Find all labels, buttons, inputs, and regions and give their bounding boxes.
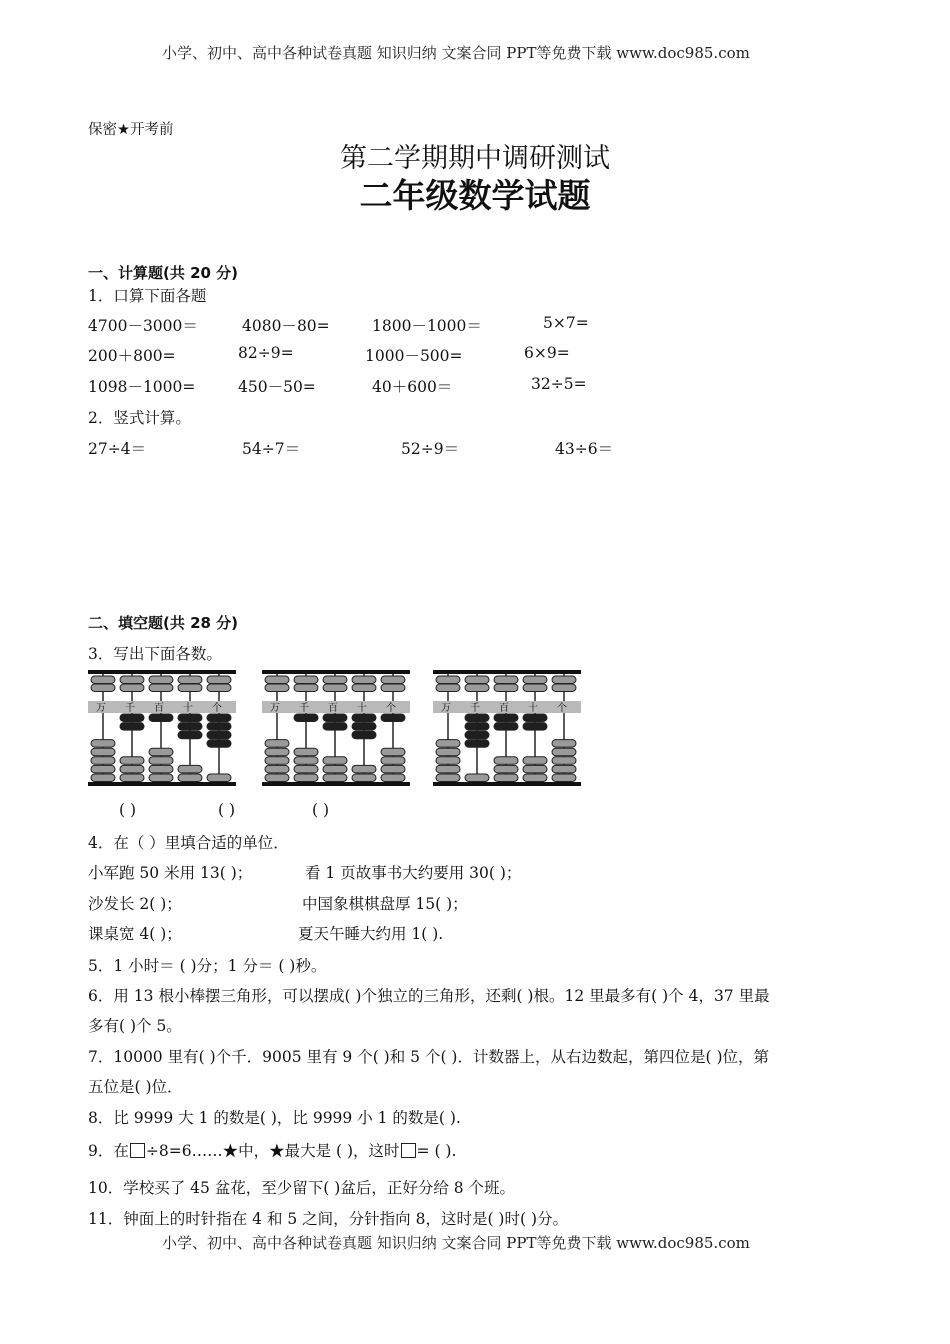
abacus-frame-bottom bbox=[88, 782, 236, 786]
vertical-item: 27÷4＝ bbox=[88, 440, 147, 458]
abacus-counted-bead bbox=[465, 731, 489, 739]
abacus-upper-bead bbox=[149, 684, 173, 692]
abacus-counted-bead bbox=[323, 723, 347, 731]
abacus-upper-bead bbox=[436, 676, 460, 684]
q9 bbox=[88, 1139, 456, 1161]
abacus-lower-bead bbox=[494, 757, 518, 765]
abacus-counted-bead bbox=[149, 714, 173, 722]
oral-item: 1800－1000＝ bbox=[372, 317, 482, 335]
q11: 11．钟面上的时针指在 4 和 5 之间，分针指向 8，这时是( )时( )分。 bbox=[88, 1210, 568, 1228]
abacus-lower-bead bbox=[294, 748, 318, 756]
q5: 5．1 小时＝ ( )分；1 分＝ ( )秒。 bbox=[88, 957, 327, 975]
vertical-item: 54÷7＝ bbox=[242, 440, 301, 458]
abacus-lower-bead bbox=[552, 740, 576, 748]
abacus-lower-bead bbox=[323, 765, 347, 773]
abacus-lower-bead bbox=[294, 765, 318, 773]
abacus-counted-bead bbox=[465, 723, 489, 731]
abacus-lower-bead bbox=[323, 774, 347, 782]
abacus-upper-bead bbox=[494, 676, 518, 684]
q9-text-c: = ( ). bbox=[416, 1142, 457, 1160]
abacus-counted-bead bbox=[465, 740, 489, 748]
abacus-lower-bead bbox=[294, 774, 318, 782]
q4-item: 看 1 页故事书大约要用 30( )； bbox=[305, 864, 522, 882]
q2-label: 2．竖式计算。 bbox=[88, 409, 191, 427]
q9-text-b: ÷8=6……★中，★最大是 ( )，这时 bbox=[145, 1142, 400, 1160]
vertical-item: 52÷9＝ bbox=[401, 440, 460, 458]
abacus-upper-bead bbox=[523, 684, 547, 692]
oral-item: 4080－80= bbox=[242, 317, 330, 335]
abacus-upper-bead bbox=[552, 684, 576, 692]
abacus-lower-bead bbox=[381, 757, 405, 765]
abacus-upper-bead bbox=[91, 684, 115, 692]
page-header: 小学、初中、高中各种试卷真题 知识归纳 文案合同 PPT等免费下载 www.doc985.com bbox=[162, 44, 750, 62]
abacus-lower-bead bbox=[494, 774, 518, 782]
abacus-place-label: 万 bbox=[270, 703, 280, 714]
abacus-upper-bead bbox=[91, 676, 115, 684]
section2-heading: 二、填空题(共 28 分) bbox=[88, 614, 239, 632]
q4-item: 沙发长 2( )； bbox=[88, 895, 182, 913]
abacus-upper-bead bbox=[552, 676, 576, 684]
abacus-counted-bead bbox=[465, 714, 489, 722]
abacus-lower-bead bbox=[120, 757, 144, 765]
abacus-lower-bead bbox=[120, 774, 144, 782]
abacus-lower-bead bbox=[352, 765, 376, 773]
q4-item: 夏天午睡大约用 1( ). bbox=[298, 925, 444, 943]
abacus-place-label: 千 bbox=[299, 703, 309, 714]
abacus-answer-blank: ( ) bbox=[218, 801, 236, 819]
abacus-answer-blank: ( ) bbox=[312, 801, 330, 819]
abacus-lower-bead bbox=[552, 765, 576, 773]
exam-subtitle: 第二学期期中调研测试 bbox=[340, 143, 610, 174]
abacus-frame-top bbox=[262, 670, 410, 674]
abacus-counted-bead bbox=[120, 714, 144, 722]
abacus-lower-bead bbox=[265, 765, 289, 773]
oral-item: 1000－500= bbox=[365, 347, 463, 365]
abacus-upper-bead bbox=[120, 684, 144, 692]
abacus-upper-bead bbox=[149, 676, 173, 684]
q10: 10．学校买了 45 盆花，至少留下( )盆后，正好分给 8 个班。 bbox=[88, 1179, 516, 1197]
abacus-svg bbox=[88, 670, 236, 786]
abacus-upper-bead bbox=[294, 676, 318, 684]
oral-item: 5×7= bbox=[543, 314, 589, 332]
abacus-counted-bead bbox=[178, 714, 202, 722]
abacus-lower-bead bbox=[523, 765, 547, 773]
abacus-lower-bead bbox=[91, 740, 115, 748]
abacus-place-label: 百 bbox=[499, 703, 509, 714]
oral-item: 200＋800= bbox=[88, 347, 176, 365]
abacus-lower-bead bbox=[436, 748, 460, 756]
q8: 8．比 9999 大 1 的数是( )，比 9999 小 1 的数是( ). bbox=[88, 1109, 461, 1127]
abacus-counted-bead bbox=[381, 714, 405, 722]
abacus-upper-bead bbox=[294, 684, 318, 692]
abacus-lower-bead bbox=[352, 774, 376, 782]
abacus-lower-bead bbox=[91, 757, 115, 765]
abacus-lower-bead bbox=[207, 774, 231, 782]
abacus-upper-bead bbox=[465, 676, 489, 684]
abacus-counted-bead bbox=[207, 740, 231, 748]
abacus-figure bbox=[262, 670, 410, 786]
abacus-frame-top bbox=[433, 670, 581, 674]
abacus-upper-bead bbox=[207, 684, 231, 692]
abacus-lower-bead bbox=[265, 740, 289, 748]
abacus-lower-bead bbox=[552, 774, 576, 782]
oral-item: 6×9= bbox=[524, 344, 570, 362]
abacus-place-label: 十 bbox=[357, 703, 367, 714]
abacus-lower-bead bbox=[91, 774, 115, 782]
oral-item: 32÷5= bbox=[531, 375, 587, 393]
abacus-lower-bead bbox=[149, 748, 173, 756]
q4-item: 小军跑 50 米用 13( )； bbox=[88, 864, 253, 882]
abacus-lower-bead bbox=[523, 774, 547, 782]
abacus-counted-bead bbox=[207, 731, 231, 739]
abacus-place-label: 个 bbox=[212, 703, 222, 714]
abacus-lower-bead bbox=[91, 765, 115, 773]
abacus-upper-bead bbox=[120, 676, 144, 684]
abacus-svg bbox=[262, 670, 410, 786]
abacus-counted-bead bbox=[494, 714, 518, 722]
abacus-place-label: 千 bbox=[125, 703, 135, 714]
abacus-frame-bottom bbox=[262, 782, 410, 786]
abacus-lower-bead bbox=[265, 757, 289, 765]
secret-mark: 保密★开考前 bbox=[88, 122, 174, 138]
abacus-lower-bead bbox=[178, 774, 202, 782]
q1-label: 1．口算下面各题 bbox=[88, 287, 207, 305]
abacus-upper-bead bbox=[352, 676, 376, 684]
q3-label: 3．写出下面各数。 bbox=[88, 645, 222, 663]
abacus-place-label: 个 bbox=[557, 703, 567, 714]
abacus-upper-bead bbox=[207, 676, 231, 684]
abacus-counted-bead bbox=[178, 731, 202, 739]
abacus-upper-bead bbox=[352, 684, 376, 692]
abacus-lower-bead bbox=[465, 774, 489, 782]
q7-line1: 7．10000 里有( )个千．9005 里有 9 个( )和 5 个( )．计数器上，从右边数起，第四位是( )位，第 bbox=[88, 1048, 769, 1066]
abacus-counted-bead bbox=[352, 723, 376, 731]
abacus-figure bbox=[433, 670, 581, 786]
abacus-answer-blank: ( ) bbox=[119, 801, 137, 819]
abacus-lower-bead bbox=[523, 757, 547, 765]
abacus-upper-bead bbox=[381, 684, 405, 692]
vertical-item: 43÷6＝ bbox=[555, 440, 614, 458]
abacus-counted-bead bbox=[294, 714, 318, 722]
q6-line2: 多有( )个 5。 bbox=[88, 1017, 182, 1035]
exam-title: 二年级数学试题 bbox=[359, 176, 591, 215]
abacus-upper-bead bbox=[323, 684, 347, 692]
abacus-lower-bead bbox=[381, 765, 405, 773]
abacus-lower-bead bbox=[91, 748, 115, 756]
abacus-lower-bead bbox=[436, 774, 460, 782]
abacus-upper-bead bbox=[265, 684, 289, 692]
abacus-counted-bead bbox=[523, 714, 547, 722]
abacus-place-label: 个 bbox=[386, 703, 396, 714]
abacus-upper-bead bbox=[436, 684, 460, 692]
abacus-place-label: 万 bbox=[96, 703, 106, 714]
oral-item: 4700－3000＝ bbox=[88, 317, 198, 335]
abacus-place-label: 百 bbox=[328, 703, 338, 714]
page-footer: 小学、初中、高中各种试卷真题 知识归纳 文案合同 PPT等免费下载 www.doc985.com bbox=[162, 1234, 750, 1252]
q4-label: 4．在（ ）里填合适的单位． bbox=[88, 834, 289, 852]
abacus-upper-bead bbox=[265, 676, 289, 684]
abacus-frame-bottom bbox=[433, 782, 581, 786]
abacus-lower-bead bbox=[494, 765, 518, 773]
abacus-lower-bead bbox=[149, 757, 173, 765]
abacus-counted-bead bbox=[352, 714, 376, 722]
q6-line1: 6．用 13 根小棒摆三角形，可以摆成( )个独立的三角形，还剩( )根。12 里最多有( )个 4，37 里最 bbox=[88, 987, 770, 1005]
abacus-counted-bead bbox=[207, 714, 231, 722]
abacus-place-label: 十 bbox=[528, 703, 538, 714]
abacus-lower-bead bbox=[120, 765, 144, 773]
abacus-svg bbox=[433, 670, 581, 786]
oral-item: 1098－1000= bbox=[88, 378, 196, 396]
abacus-counted-bead bbox=[178, 723, 202, 731]
q9-text-a: 9．在 bbox=[88, 1142, 129, 1160]
section1-heading: 一、计算题(共 20 分) bbox=[88, 264, 239, 282]
abacus-lower-bead bbox=[552, 748, 576, 756]
abacus-counted-bead bbox=[494, 723, 518, 731]
q4-item: 中国象棋棋盘厚 15( )； bbox=[302, 895, 468, 913]
abacus-lower-bead bbox=[323, 757, 347, 765]
abacus-figure bbox=[88, 670, 236, 786]
abacus-lower-bead bbox=[149, 774, 173, 782]
abacus-lower-bead bbox=[552, 757, 576, 765]
abacus-lower-bead bbox=[436, 740, 460, 748]
abacus-lower-bead bbox=[381, 748, 405, 756]
abacus-upper-bead bbox=[178, 676, 202, 684]
abacus-counted-bead bbox=[120, 723, 144, 731]
abacus-place-label: 十 bbox=[183, 703, 193, 714]
oral-item: 40＋600＝ bbox=[372, 378, 453, 396]
abacus-place-label: 万 bbox=[441, 703, 451, 714]
q7-line2: 五位是( )位． bbox=[88, 1078, 183, 1096]
abacus-upper-bead bbox=[178, 684, 202, 692]
abacus-upper-bead bbox=[465, 684, 489, 692]
abacus-lower-bead bbox=[149, 765, 173, 773]
abacus-lower-bead bbox=[265, 748, 289, 756]
abacus-upper-bead bbox=[494, 684, 518, 692]
blank-square bbox=[401, 1143, 416, 1158]
abacus-lower-bead bbox=[178, 765, 202, 773]
abacus-lower-bead bbox=[265, 774, 289, 782]
abacus-place-label: 百 bbox=[154, 703, 164, 714]
abacus-upper-bead bbox=[323, 676, 347, 684]
abacus-upper-bead bbox=[523, 676, 547, 684]
abacus-counted-bead bbox=[523, 723, 547, 731]
abacus-frame-top bbox=[88, 670, 236, 674]
abacus-counted-bead bbox=[323, 714, 347, 722]
abacus-lower-bead bbox=[294, 757, 318, 765]
abacus-lower-bead bbox=[381, 774, 405, 782]
abacus-counted-bead bbox=[207, 723, 231, 731]
oral-item: 450－50= bbox=[238, 378, 316, 396]
abacus-upper-bead bbox=[381, 676, 405, 684]
abacus-place-label: 千 bbox=[470, 703, 480, 714]
abacus-lower-bead bbox=[436, 757, 460, 765]
abacus-counted-bead bbox=[352, 731, 376, 739]
abacus-lower-bead bbox=[436, 765, 460, 773]
oral-item: 82÷9= bbox=[238, 344, 294, 362]
q4-item: 课桌宽 4( )； bbox=[88, 925, 182, 943]
blank-square bbox=[130, 1143, 145, 1158]
